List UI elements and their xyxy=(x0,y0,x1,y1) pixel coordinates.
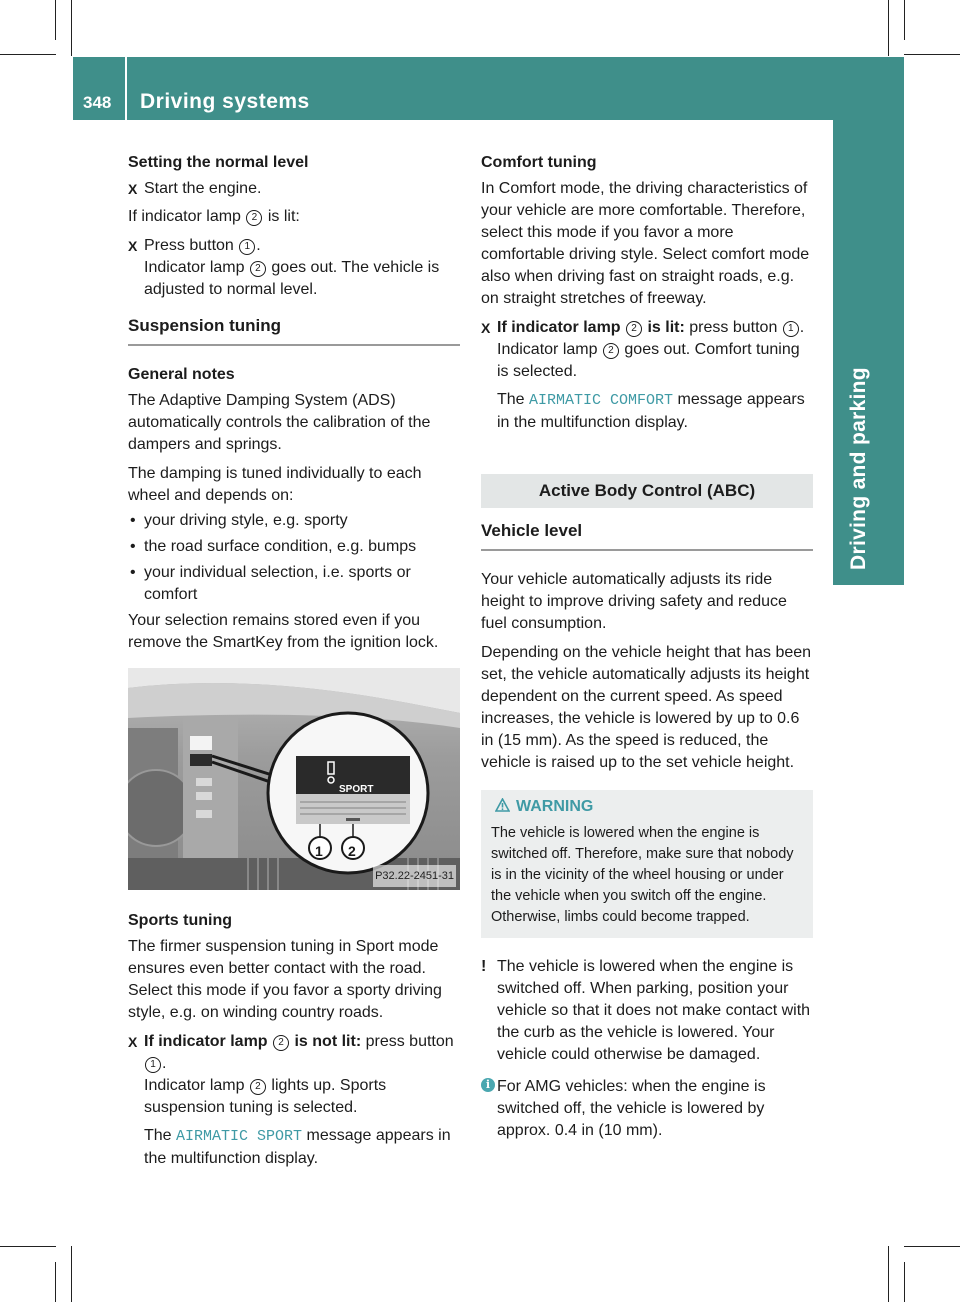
crop-mark xyxy=(71,1246,72,1302)
section-title: Driving systems xyxy=(140,90,310,113)
info-note xyxy=(481,1076,813,1142)
warning-heading-text: WARNING xyxy=(516,798,594,815)
heading-active-body-control: Active Body Control (ABC) xyxy=(481,474,813,508)
step-arrow-icon: X xyxy=(128,1034,138,1050)
info-text: For AMG vehicles: when the engine is switched off, the vehicle is lowered by approx. 0.4 in (10 mm). xyxy=(497,1078,766,1139)
warning-text: The vehicle is lowered when the engine is switched off. Therefore, make sure that nobody is in the vicinity of the wheel housing or under the vehicle when you switch off the engine. Otherwise, limbs could become trapped. xyxy=(491,825,794,925)
info-icon: i xyxy=(481,1078,495,1092)
step-comfort: X If indicator lamp 2 is lit: press button 1 . Indicator lamp 2 goes out. Comfort tuning is selected. The AIRMATIC COMFORT message appears in the multifunction display. xyxy=(481,317,813,434)
text: press button xyxy=(689,319,778,336)
page-number: 348 xyxy=(83,93,112,112)
marker-1-icon: 1 xyxy=(783,321,799,337)
marker-1-icon: 1 xyxy=(145,1057,161,1073)
marker-2-icon: 2 xyxy=(626,321,642,337)
photo-callout-1: 1 xyxy=(315,843,323,859)
crop-mark xyxy=(0,1246,56,1247)
crop-mark xyxy=(71,0,72,56)
caution-icon: ! xyxy=(481,958,487,975)
text: goes out. Comfort tuning is selected. xyxy=(497,341,800,380)
heading-general-notes: General notes xyxy=(128,366,235,383)
text: If indicator lamp xyxy=(144,1033,268,1050)
marker-2-icon: 2 xyxy=(250,261,266,277)
bullet-item: • your driving style, e.g. sporty xyxy=(130,512,348,529)
comfort-paragraph: In Comfort mode, the driving characteristics of your vehicle are more comfortable. Therefore, select this mode if you favor a more comfortable driving style. Select comfort mode also when driving fast on straight roads, e.g. on straight stretches of freeway. xyxy=(481,180,810,307)
photo-sport-label: SPORT xyxy=(339,784,374,795)
heading-comfort-tuning: Comfort tuning xyxy=(481,154,597,171)
heading-vehicle-level: Vehicle level xyxy=(481,520,813,551)
text: goes out. The vehicle is adjusted to normal level. xyxy=(144,259,440,298)
warning-heading xyxy=(491,796,803,817)
marker-2-icon: 2 xyxy=(603,343,619,359)
step-text: Start the engine. xyxy=(144,180,262,197)
step-arrow-icon: X xyxy=(128,181,138,197)
marker-1-icon: 1 xyxy=(239,239,255,255)
caution-text: The vehicle is lowered when the engine is switched off. When parking, position your vehicle so that it does not make contact with the curb as the vehicle is lowered. Your vehicle could otherwise be damaged. xyxy=(497,958,811,1063)
comfort-message xyxy=(497,389,813,434)
page-header xyxy=(73,57,904,120)
step-press-button: X Press button 1 . Indicator lamp 2 goes out. The vehicle is adjusted to normal level. xyxy=(128,237,440,298)
photo-code: P32.22-2451-31 xyxy=(373,865,456,887)
vehicle-level-paragraph-2: Depending on the vehicle height that has been set, the vehicle automatically adjusts its height dependent on the current speed. As speed increases, the vehicle is lowered by up to 0.6 in (15 mm). As the speed is reduced, the vehicle is raised up to the set vehicle height. xyxy=(481,644,812,771)
damping-paragraph: The damping is tuned individually to each wheel and depends on: xyxy=(128,465,422,504)
text: message appears in the multifunction display. xyxy=(497,391,805,431)
crop-mark xyxy=(904,0,905,40)
step-sport: X If indicator lamp 2 is not lit: press button 1 . Indicator lamp 2 lights up. Sports suspension tuning is selected. The AIRMATIC SPORT message appears in the multifunction display. xyxy=(128,1031,460,1170)
chapter-side-tab-wrap xyxy=(833,120,904,585)
chapter-side-tab-label: Driving and parking xyxy=(847,367,870,570)
header-divider xyxy=(125,57,127,120)
dashboard-illustration xyxy=(128,668,460,890)
text: If indicator lamp xyxy=(497,319,621,336)
text: The xyxy=(497,391,525,408)
step-arrow-icon: X xyxy=(481,320,491,336)
text: is lit: xyxy=(647,319,685,336)
crop-mark xyxy=(55,0,56,40)
ads-paragraph: The Adaptive Damping System (ADS) automatically controls the calibration of the dampers and springs. xyxy=(128,392,431,453)
crop-mark xyxy=(904,1246,960,1247)
text: lights up. Sports suspension tuning is selected. xyxy=(144,1077,387,1116)
right-column xyxy=(481,152,813,1152)
heading-normal-level: Setting the normal level xyxy=(128,154,309,171)
heading-suspension-tuning: Suspension tuning xyxy=(128,315,460,346)
crop-mark xyxy=(904,54,960,55)
bullet-item: • your individual selection, i.e. sports or comfort xyxy=(130,564,411,603)
photo-callout-2: 2 xyxy=(348,843,356,859)
marker-2-icon: 2 xyxy=(273,1035,289,1051)
condition-lamp-lit xyxy=(128,206,460,228)
bullet-text: the road surface condition, e.g. bumps xyxy=(144,538,417,555)
bullet-item: • the road surface condition, e.g. bumps xyxy=(130,538,417,555)
crop-mark xyxy=(55,1262,56,1302)
bullet-text: your driving style, e.g. sporty xyxy=(144,512,348,529)
text: The xyxy=(144,1127,172,1144)
text: Press button xyxy=(144,237,234,254)
crop-mark xyxy=(904,1262,905,1302)
text: is lit: xyxy=(267,208,300,225)
selection-stored-paragraph: Your selection remains stored even if you remove the SmartKey from the ignition lock. xyxy=(128,612,439,651)
text: Indicator lamp xyxy=(144,259,245,276)
warning-box xyxy=(481,790,813,938)
sports-paragraph: The firmer suspension tuning in Sport mode ensures even better contact with the road. Select this mode if you favor a sporty driving style, e.g. on winding country roads. xyxy=(128,938,442,1021)
display-message-comfort: AIRMATIC COMFORT xyxy=(529,392,674,409)
dashboard-photo xyxy=(128,668,460,890)
display-message-sport: AIRMATIC SPORT xyxy=(176,1128,303,1145)
step-arrow-icon: X xyxy=(128,238,138,254)
step-start-engine xyxy=(128,178,460,200)
crop-mark xyxy=(0,54,56,55)
text: press button xyxy=(365,1033,454,1050)
marker-2-icon: 2 xyxy=(250,1079,266,1095)
text: Indicator lamp xyxy=(497,341,598,358)
text: message appears in the multifunction display. xyxy=(144,1127,451,1167)
crop-mark xyxy=(888,1246,889,1302)
caution-note xyxy=(481,956,813,1066)
warning-triangle-icon xyxy=(495,798,510,812)
bullet-text: your individual selection, i.e. sports or comfort xyxy=(144,564,411,603)
crop-mark xyxy=(888,0,889,56)
vehicle-level-paragraph-1: Your vehicle automatically adjusts its ride height to improve driving safety and reduce fuel consumption. xyxy=(481,571,787,632)
text: If indicator lamp xyxy=(128,208,241,225)
sport-message xyxy=(144,1125,460,1170)
heading-sports-tuning: Sports tuning xyxy=(128,912,232,929)
text: Indicator lamp xyxy=(144,1077,245,1094)
text: is not lit: xyxy=(294,1033,362,1050)
marker-2-icon: 2 xyxy=(246,210,262,226)
left-column xyxy=(128,152,460,1176)
